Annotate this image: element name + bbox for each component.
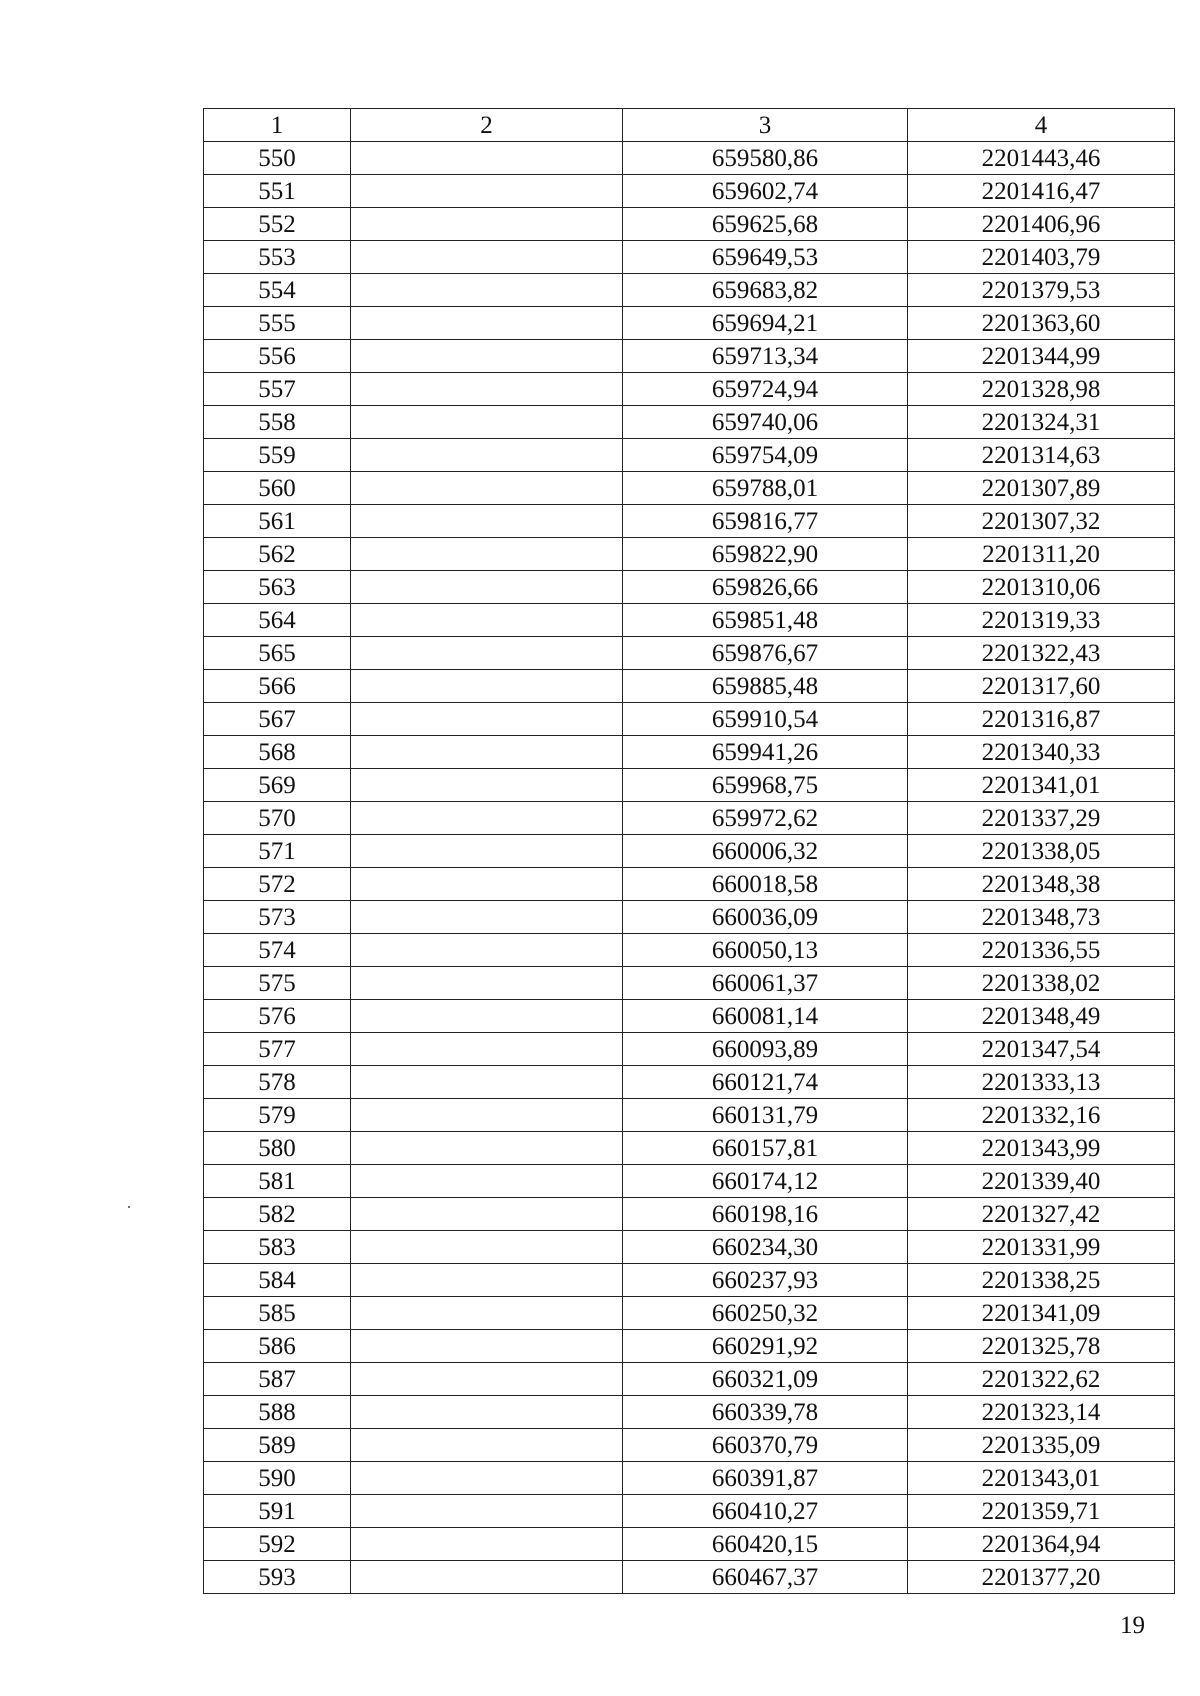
name-cell — [351, 670, 623, 703]
table-row — [204, 175, 1175, 208]
point-number-cell: 552 — [204, 208, 351, 241]
y-coordinate-cell: 2201328,98 — [908, 373, 1175, 406]
table-row — [204, 1561, 1175, 1594]
x-coordinate-cell: 660291,92 — [623, 1330, 908, 1363]
x-coordinate-cell: 659972,62 — [623, 802, 908, 835]
table-row — [204, 538, 1175, 571]
name-cell — [351, 802, 623, 835]
table-row — [204, 637, 1175, 670]
point-number-cell: 566 — [204, 670, 351, 703]
name-cell — [351, 703, 623, 736]
name-cell — [351, 967, 623, 1000]
name-cell — [351, 538, 623, 571]
point-number-cell: 576 — [204, 1000, 351, 1033]
y-coordinate-cell: 2201340,33 — [908, 736, 1175, 769]
point-number-cell: 567 — [204, 703, 351, 736]
y-coordinate-cell: 2201322,43 — [908, 637, 1175, 670]
point-number-cell: 581 — [204, 1165, 351, 1198]
x-coordinate-cell: 659580,86 — [623, 142, 908, 175]
table-row — [204, 1099, 1175, 1132]
name-cell — [351, 472, 623, 505]
y-coordinate-cell: 2201348,49 — [908, 1000, 1175, 1033]
x-coordinate-cell: 660131,79 — [623, 1099, 908, 1132]
table-row — [204, 1297, 1175, 1330]
table-row — [204, 439, 1175, 472]
x-coordinate-cell: 659649,53 — [623, 241, 908, 274]
y-coordinate-cell: 2201319,33 — [908, 604, 1175, 637]
point-number-cell: 563 — [204, 571, 351, 604]
table-row — [204, 340, 1175, 373]
y-coordinate-cell: 2201327,42 — [908, 1198, 1175, 1231]
x-coordinate-cell: 660237,93 — [623, 1264, 908, 1297]
point-number-cell: 559 — [204, 439, 351, 472]
point-number-cell: 564 — [204, 604, 351, 637]
y-coordinate-cell: 2201324,31 — [908, 406, 1175, 439]
y-coordinate-cell: 2201343,01 — [908, 1462, 1175, 1495]
table-row — [204, 1528, 1175, 1561]
name-cell — [351, 1330, 623, 1363]
x-coordinate-cell: 659826,66 — [623, 571, 908, 604]
table-row — [204, 1462, 1175, 1495]
y-coordinate-cell: 2201310,06 — [908, 571, 1175, 604]
table-body — [204, 142, 1175, 1594]
y-coordinate-cell: 2201377,20 — [908, 1561, 1175, 1594]
point-number-cell: 592 — [204, 1528, 351, 1561]
point-number-cell: 573 — [204, 901, 351, 934]
point-number-cell: 584 — [204, 1264, 351, 1297]
point-number-cell: 586 — [204, 1330, 351, 1363]
x-coordinate-cell: 659968,75 — [623, 769, 908, 802]
table-row — [204, 1264, 1175, 1297]
table-row — [204, 1066, 1175, 1099]
x-coordinate-cell: 660050,13 — [623, 934, 908, 967]
name-cell — [351, 373, 623, 406]
table-row — [204, 472, 1175, 505]
name-cell — [351, 736, 623, 769]
name-cell — [351, 406, 623, 439]
name-cell — [351, 637, 623, 670]
page-number: 19 — [1120, 1612, 1145, 1639]
y-coordinate-cell: 2201332,16 — [908, 1099, 1175, 1132]
table-row — [204, 1000, 1175, 1033]
name-cell — [351, 439, 623, 472]
name-cell — [351, 505, 623, 538]
point-number-cell: 558 — [204, 406, 351, 439]
point-number-cell: 555 — [204, 307, 351, 340]
name-cell — [351, 835, 623, 868]
point-number-cell: 569 — [204, 769, 351, 802]
scan-speck — [1174, 500, 1175, 501]
table-row — [204, 241, 1175, 274]
table-row — [204, 703, 1175, 736]
x-coordinate-cell: 660234,30 — [623, 1231, 908, 1264]
point-number-cell: 590 — [204, 1462, 351, 1495]
table-row — [204, 505, 1175, 538]
table-row — [204, 769, 1175, 802]
point-number-cell: 560 — [204, 472, 351, 505]
y-coordinate-cell: 2201314,63 — [908, 439, 1175, 472]
x-coordinate-cell: 659851,48 — [623, 604, 908, 637]
y-coordinate-cell: 2201359,71 — [908, 1495, 1175, 1528]
y-coordinate-cell: 2201443,46 — [908, 142, 1175, 175]
point-number-cell: 550 — [204, 142, 351, 175]
table-row — [204, 1033, 1175, 1066]
x-coordinate-cell: 660121,74 — [623, 1066, 908, 1099]
table-row — [204, 208, 1175, 241]
table-row — [204, 1396, 1175, 1429]
table-row — [204, 1165, 1175, 1198]
table-row — [204, 1132, 1175, 1165]
x-coordinate-cell: 660410,27 — [623, 1495, 908, 1528]
point-number-cell: 578 — [204, 1066, 351, 1099]
header-col-2: 2 — [351, 109, 623, 142]
x-coordinate-cell: 659683,82 — [623, 274, 908, 307]
table-row — [204, 142, 1175, 175]
name-cell — [351, 1429, 623, 1462]
name-cell — [351, 142, 623, 175]
x-coordinate-cell: 660018,58 — [623, 868, 908, 901]
header-row — [204, 109, 1175, 142]
table-row — [204, 1363, 1175, 1396]
table-row — [204, 1429, 1175, 1462]
point-number-cell: 585 — [204, 1297, 351, 1330]
point-number-cell: 553 — [204, 241, 351, 274]
x-coordinate-cell: 660391,87 — [623, 1462, 908, 1495]
point-number-cell: 575 — [204, 967, 351, 1000]
y-coordinate-cell: 2201311,20 — [908, 538, 1175, 571]
scan-speck — [128, 1206, 130, 1208]
name-cell — [351, 307, 623, 340]
x-coordinate-cell: 660061,37 — [623, 967, 908, 1000]
x-coordinate-cell: 660339,78 — [623, 1396, 908, 1429]
header-col-1: 1 — [204, 109, 351, 142]
y-coordinate-cell: 2201323,14 — [908, 1396, 1175, 1429]
point-number-cell: 554 — [204, 274, 351, 307]
point-number-cell: 588 — [204, 1396, 351, 1429]
x-coordinate-cell: 660250,32 — [623, 1297, 908, 1330]
y-coordinate-cell: 2201335,09 — [908, 1429, 1175, 1462]
y-coordinate-cell: 2201341,09 — [908, 1297, 1175, 1330]
y-coordinate-cell: 2201325,78 — [908, 1330, 1175, 1363]
point-number-cell: 568 — [204, 736, 351, 769]
y-coordinate-cell: 2201379,53 — [908, 274, 1175, 307]
table-row — [204, 1198, 1175, 1231]
table-row — [204, 835, 1175, 868]
table-row — [204, 373, 1175, 406]
table-row — [204, 868, 1175, 901]
point-number-cell: 580 — [204, 1132, 351, 1165]
y-coordinate-cell: 2201364,94 — [908, 1528, 1175, 1561]
x-coordinate-cell: 660370,79 — [623, 1429, 908, 1462]
table-row — [204, 604, 1175, 637]
table-row — [204, 736, 1175, 769]
table-header — [204, 109, 1175, 142]
point-number-cell: 593 — [204, 1561, 351, 1594]
name-cell — [351, 769, 623, 802]
name-cell — [351, 1528, 623, 1561]
y-coordinate-cell: 2201348,38 — [908, 868, 1175, 901]
y-coordinate-cell: 2201339,40 — [908, 1165, 1175, 1198]
point-number-cell: 587 — [204, 1363, 351, 1396]
x-coordinate-cell: 659602,74 — [623, 175, 908, 208]
y-coordinate-cell: 2201331,99 — [908, 1231, 1175, 1264]
x-coordinate-cell: 660157,81 — [623, 1132, 908, 1165]
name-cell — [351, 175, 623, 208]
y-coordinate-cell: 2201338,25 — [908, 1264, 1175, 1297]
name-cell — [351, 1297, 623, 1330]
name-cell — [351, 1363, 623, 1396]
table-row — [204, 1495, 1175, 1528]
name-cell — [351, 1099, 623, 1132]
y-coordinate-cell: 2201416,47 — [908, 175, 1175, 208]
point-number-cell: 571 — [204, 835, 351, 868]
table-row — [204, 967, 1175, 1000]
y-coordinate-cell: 2201316,87 — [908, 703, 1175, 736]
x-coordinate-cell: 660321,09 — [623, 1363, 908, 1396]
point-number-cell: 579 — [204, 1099, 351, 1132]
x-coordinate-cell: 659625,68 — [623, 208, 908, 241]
y-coordinate-cell: 2201307,89 — [908, 472, 1175, 505]
x-coordinate-cell: 660093,89 — [623, 1033, 908, 1066]
name-cell — [351, 1165, 623, 1198]
name-cell — [351, 1264, 623, 1297]
x-coordinate-cell: 659910,54 — [623, 703, 908, 736]
x-coordinate-cell: 659788,01 — [623, 472, 908, 505]
table-row — [204, 274, 1175, 307]
name-cell — [351, 1132, 623, 1165]
name-cell — [351, 1000, 623, 1033]
name-cell — [351, 1462, 623, 1495]
name-cell — [351, 868, 623, 901]
name-cell — [351, 901, 623, 934]
x-coordinate-cell: 659724,94 — [623, 373, 908, 406]
point-number-cell: 582 — [204, 1198, 351, 1231]
x-coordinate-cell: 659694,21 — [623, 307, 908, 340]
name-cell — [351, 340, 623, 373]
x-coordinate-cell: 660036,09 — [623, 901, 908, 934]
name-cell — [351, 1033, 623, 1066]
x-coordinate-cell: 659713,34 — [623, 340, 908, 373]
x-coordinate-cell: 660081,14 — [623, 1000, 908, 1033]
y-coordinate-cell: 2201403,79 — [908, 241, 1175, 274]
x-coordinate-cell: 659885,48 — [623, 670, 908, 703]
y-coordinate-cell: 2201348,73 — [908, 901, 1175, 934]
name-cell — [351, 1231, 623, 1264]
name-cell — [351, 208, 623, 241]
name-cell — [351, 241, 623, 274]
x-coordinate-cell: 659754,09 — [623, 439, 908, 472]
x-coordinate-cell: 660467,37 — [623, 1561, 908, 1594]
point-number-cell: 589 — [204, 1429, 351, 1462]
x-coordinate-cell: 660420,15 — [623, 1528, 908, 1561]
table-row — [204, 406, 1175, 439]
x-coordinate-cell: 659941,26 — [623, 736, 908, 769]
y-coordinate-cell: 2201337,29 — [908, 802, 1175, 835]
point-number-cell: 556 — [204, 340, 351, 373]
y-coordinate-cell: 2201333,13 — [908, 1066, 1175, 1099]
x-coordinate-cell: 660198,16 — [623, 1198, 908, 1231]
name-cell — [351, 604, 623, 637]
y-coordinate-cell: 2201317,60 — [908, 670, 1175, 703]
point-number-cell: 562 — [204, 538, 351, 571]
name-cell — [351, 1495, 623, 1528]
point-number-cell: 565 — [204, 637, 351, 670]
name-cell — [351, 1066, 623, 1099]
name-cell — [351, 1198, 623, 1231]
coordinates-table — [203, 108, 1175, 1594]
x-coordinate-cell: 660006,32 — [623, 835, 908, 868]
y-coordinate-cell: 2201343,99 — [908, 1132, 1175, 1165]
x-coordinate-cell: 659740,06 — [623, 406, 908, 439]
point-number-cell: 572 — [204, 868, 351, 901]
y-coordinate-cell: 2201347,54 — [908, 1033, 1175, 1066]
name-cell — [351, 934, 623, 967]
y-coordinate-cell: 2201336,55 — [908, 934, 1175, 967]
y-coordinate-cell: 2201406,96 — [908, 208, 1175, 241]
table-row — [204, 934, 1175, 967]
point-number-cell: 557 — [204, 373, 351, 406]
point-number-cell: 551 — [204, 175, 351, 208]
header-col-4: 4 — [908, 109, 1175, 142]
point-number-cell: 561 — [204, 505, 351, 538]
name-cell — [351, 1561, 623, 1594]
table-row — [204, 307, 1175, 340]
point-number-cell: 591 — [204, 1495, 351, 1528]
y-coordinate-cell: 2201341,01 — [908, 769, 1175, 802]
point-number-cell: 574 — [204, 934, 351, 967]
x-coordinate-cell: 660174,12 — [623, 1165, 908, 1198]
name-cell — [351, 571, 623, 604]
point-number-cell: 583 — [204, 1231, 351, 1264]
y-coordinate-cell: 2201363,60 — [908, 307, 1175, 340]
y-coordinate-cell: 2201322,62 — [908, 1363, 1175, 1396]
y-coordinate-cell: 2201344,99 — [908, 340, 1175, 373]
x-coordinate-cell: 659816,77 — [623, 505, 908, 538]
table-row — [204, 1231, 1175, 1264]
point-number-cell: 570 — [204, 802, 351, 835]
name-cell — [351, 274, 623, 307]
table-row — [204, 670, 1175, 703]
y-coordinate-cell: 2201338,02 — [908, 967, 1175, 1000]
table-row — [204, 571, 1175, 604]
y-coordinate-cell: 2201307,32 — [908, 505, 1175, 538]
x-coordinate-cell: 659876,67 — [623, 637, 908, 670]
y-coordinate-cell: 2201338,05 — [908, 835, 1175, 868]
point-number-cell: 577 — [204, 1033, 351, 1066]
table-row — [204, 802, 1175, 835]
table-row — [204, 901, 1175, 934]
name-cell — [351, 1396, 623, 1429]
table-row — [204, 1330, 1175, 1363]
x-coordinate-cell: 659822,90 — [623, 538, 908, 571]
header-col-3: 3 — [623, 109, 908, 142]
